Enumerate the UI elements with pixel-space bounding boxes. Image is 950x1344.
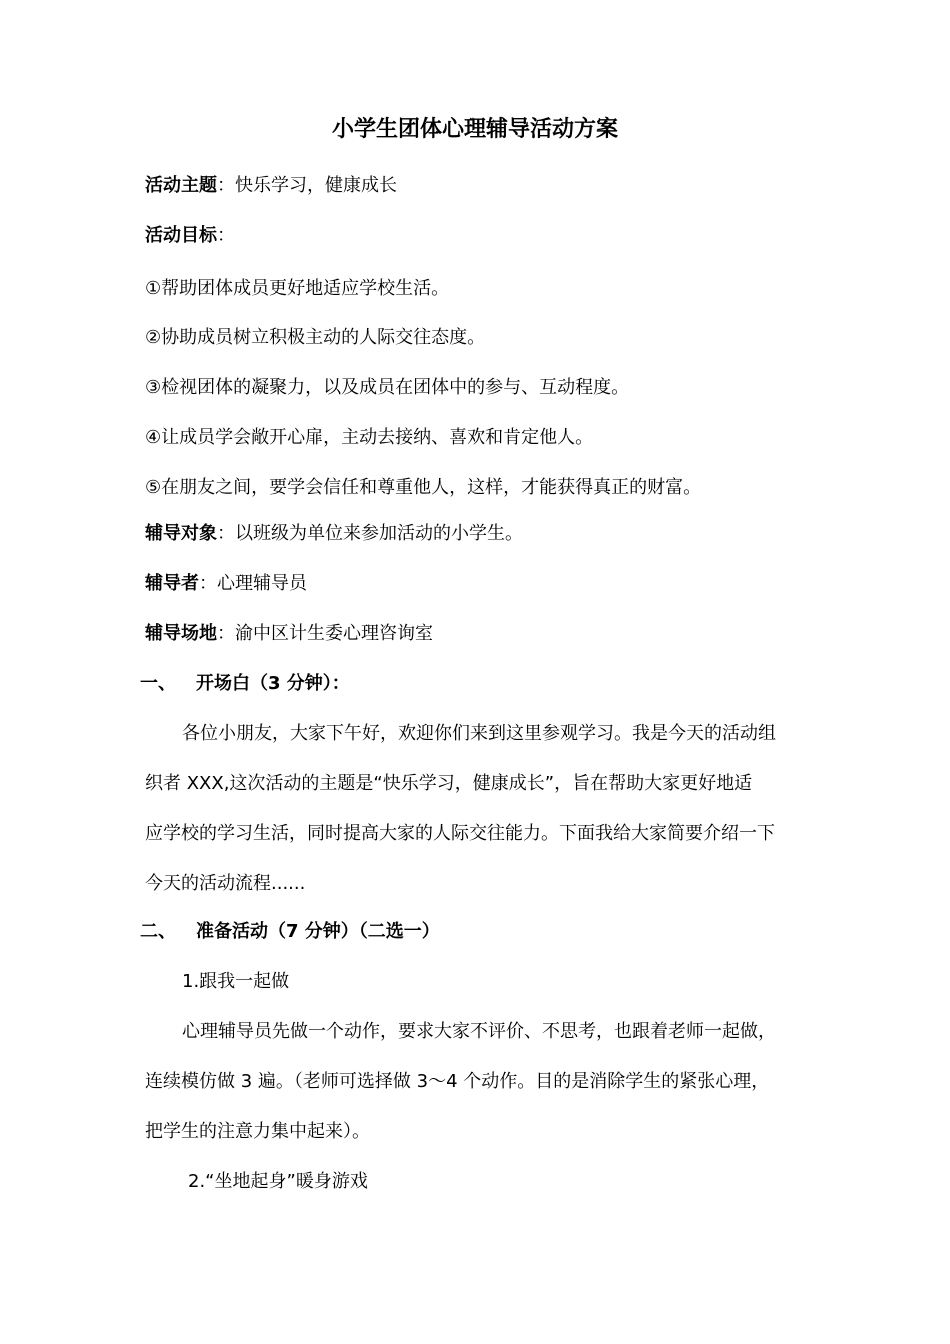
section1-paragraph-line: 今天的活动流程...... [145,873,306,894]
goal-item: ③检视团体的凝聚力，以及成员在团体中的参与、互动程度。 [145,377,630,398]
section2-title: 准备活动（7 分钟）（二选一） [196,921,440,942]
section2-heading [140,918,440,946]
goal-line [145,222,235,250]
goal-item: ①帮助团体成员更好地适应学校生活。 [145,278,450,299]
goal-label: 活动目标 [145,225,217,246]
venue-label: 辅导场地 [145,623,217,644]
section1-title: 开场白（3 分钟）： [196,673,350,694]
section2-paragraph-line: 把学生的注意力集中起来）。 [145,1121,370,1142]
section2-number: 二、 [140,921,176,942]
goal-colon: ： [217,225,235,246]
goal-item: ④让成员学会敞开心扉，主动去接纳、喜欢和肯定他人。 [145,427,594,448]
section1-paragraph-line: 织者 XXX,这次活动的主题是“快乐学习，健康成长”，旨在帮助大家更好地适 [145,773,753,794]
counselor-label: 辅导者 [145,573,199,594]
section2-paragraph-line: 连续模仿做 3 遍。（老师可选择做 3～4 个动作。目的是消除学生的紧张心理， [145,1071,770,1092]
section1-heading [140,670,350,698]
section1-paragraph-line: 应学校的学习生活，同时提高大家的人际交往能力。下面我给大家简要介绍一下 [145,823,775,844]
venue-value: ：渝中区计生委心理咨询室 [217,623,433,644]
target-line [145,520,523,548]
counselor-line [145,570,307,598]
section1-paragraph-line: 各位小朋友，大家下午好，欢迎你们来到这里参观学习。我是今天的活动组 [182,723,776,744]
document-title: 小学生团体心理辅导活动方案 [331,117,618,142]
section2-item2-title: 2.“坐地起身”暖身游戏 [188,1171,368,1192]
section2-paragraph-line: 心理辅导员先做一个动作，要求大家不评价、不思考，也跟着老师一起做， [182,1021,776,1042]
theme-value: ：快乐学习，健康成长 [217,175,397,196]
section1-number: 一、 [140,673,176,694]
target-label: 辅导对象 [145,523,217,544]
theme-line [145,172,397,200]
counselor-value: ：心理辅导员 [199,573,307,594]
goal-item: ②协助成员树立积极主动的人际交往态度。 [145,327,486,348]
venue-line [145,620,433,648]
section2-item1-title: 1.跟我一起做 [182,971,290,992]
theme-label: 活动主题 [145,175,217,196]
target-value: ：以班级为单位来参加活动的小学生。 [217,523,523,544]
goal-item: ⑤在朋友之间，要学会信任和尊重他人，这样，才能获得真正的财富。 [145,477,702,498]
